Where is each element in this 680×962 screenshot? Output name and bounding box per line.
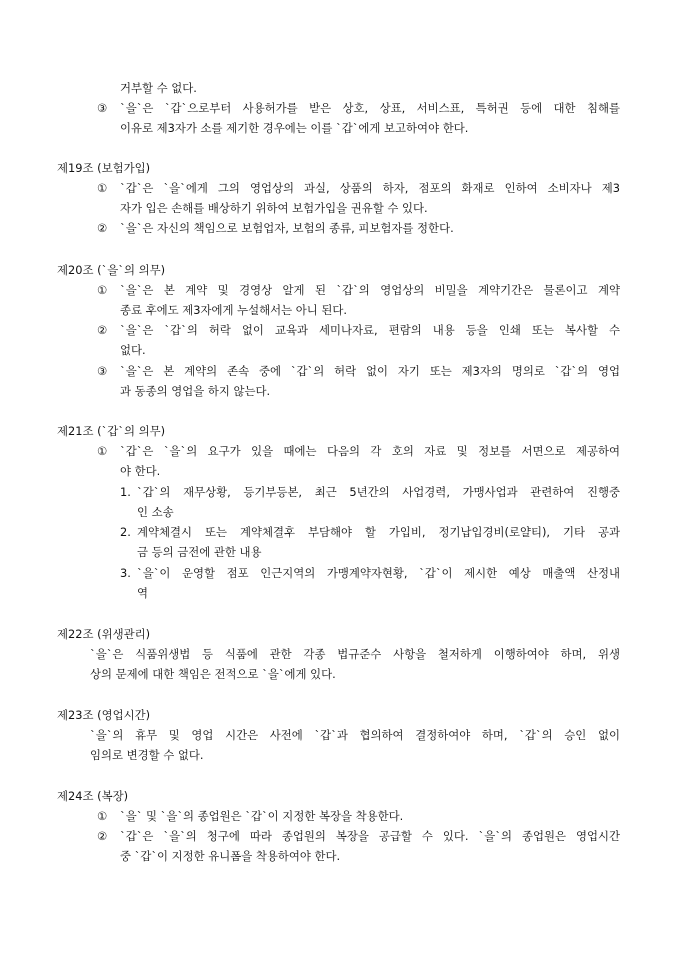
clause-text: `을`은 자신의 책임으로 보험업자, 보험의 종류, 피보험자를 정한다. <box>120 221 454 235</box>
clause-text: 중 `갑`이 지정한 유니폼을 착용하여야 한다. <box>120 849 341 863</box>
clause-marker: ② <box>97 323 108 337</box>
clause-marker: ① <box>97 283 108 297</box>
clause-text: 자가 입은 손해를 배상하기 위하여 보험가입을 권유할 수 있다. <box>120 201 428 215</box>
item-text: `갑`의 재무상황, 등기부등본, 최근 5년간의 사업경력, 가맹사업과 관련하여 진행중 <box>137 485 620 499</box>
clause-marker: ③ <box>97 364 108 378</box>
clause-text: `을` 및 `을`의 종업원은 `갑`이 지정한 복장을 착용한다. <box>120 809 404 823</box>
clause-text: `을`은 본 계약의 존속 중에 `갑`의 허락 없이 자기 또는 제3자의 명의로 `갑`의 영업 <box>120 364 620 378</box>
item-number: 1. <box>120 485 131 499</box>
item-text: `을`이 운영할 점포 인근지역의 가맹계약자현황, `갑`이 제시한 예상 매출액 산정내 <box>137 566 620 580</box>
article-text: 상의 문제에 대한 책임은 전적으로 `을`에게 있다. <box>90 667 336 681</box>
clause-marker: ② <box>97 829 108 843</box>
clause-marker: ① <box>97 444 108 458</box>
article-text: `을`은 식품위생법 등 식품에 관한 각종 법규준수 사항을 철저하게 이행하여야 하며, 위생 <box>90 647 620 661</box>
item-text: 인 소송 <box>137 505 174 519</box>
clause-marker: ③ <box>97 101 108 115</box>
article-19-title: 제19조 (보험가입) <box>57 161 151 175</box>
article-text: `을`의 휴무 및 영업 시간은 사전에 `갑`과 협의하여 결정하여야 하며, `갑`의 승인 없이 <box>90 728 620 742</box>
clause-marker: ② <box>97 221 108 235</box>
article-text: 임의로 변경할 수 없다. <box>90 748 204 762</box>
clause-text: 과 동종의 영업을 하지 않는다. <box>120 384 271 398</box>
item-number: 2. <box>120 525 131 539</box>
item-text: 계약체결시 또는 계약체결후 부담해야 할 가입비, 정기납입경비(로얄티), 기타 공과 <box>137 525 620 539</box>
clause-text: `갑`은 `을`의 청구에 따라 종업원의 복장을 공급할 수 있다. `을`의 종업원은 영업시간 <box>120 829 620 843</box>
clause-marker: ① <box>97 809 108 823</box>
clause-text: 종료 후에도 제3자에게 누설해서는 아니 된다. <box>120 303 348 317</box>
article-20-title: 제20조 (`을`의 의무) <box>57 263 166 277</box>
article-21-title: 제21조 (`갑`의 의무) <box>57 424 166 438</box>
continued-text: 거부할 수 없다. <box>120 81 197 95</box>
article-22-title: 제22조 (위생관리) <box>57 627 151 641</box>
clause-text: `갑`은 `을`에게 그의 영업상의 과실, 상품의 하자, 점포의 화재로 인하여 소비자나 제3 <box>120 181 620 195</box>
item-text: 금 등의 금전에 관한 내용 <box>137 545 262 559</box>
clause-text: 이유로 제3자가 소를 제기한 경우에는 이를 `갑`에게 보고하여야 한다. <box>120 121 469 135</box>
item-text: 역 <box>137 586 149 600</box>
item-number: 3. <box>120 566 131 580</box>
clause-text: 없다. <box>120 343 146 357</box>
clause-text: `을`은 본 계약 및 경영상 알게 된 `갑`의 영업상의 비밀을 계약기간은 물론이고 계약 <box>120 283 620 297</box>
clause-text: `을`은 `갑`으로부터 사용허가를 받은 상호, 상표, 서비스표, 특허권 등에 대한 침해를 <box>120 101 620 115</box>
clause-text: 야 한다. <box>120 464 161 478</box>
clause-text: `갑`은 `을`의 요구가 있을 때에는 다음의 각 호의 자료 및 정보를 서면으로 제공하여 <box>120 444 620 458</box>
article-24-title: 제24조 (복장) <box>57 789 129 803</box>
clause-marker: ① <box>97 181 108 195</box>
clause-text: `을`은 `갑`의 허락 없이 교육과 세미나자료, 편람의 내용 등을 인쇄 또는 복사할 수 <box>120 323 620 337</box>
article-23-title: 제23조 (영업시간) <box>57 708 151 722</box>
